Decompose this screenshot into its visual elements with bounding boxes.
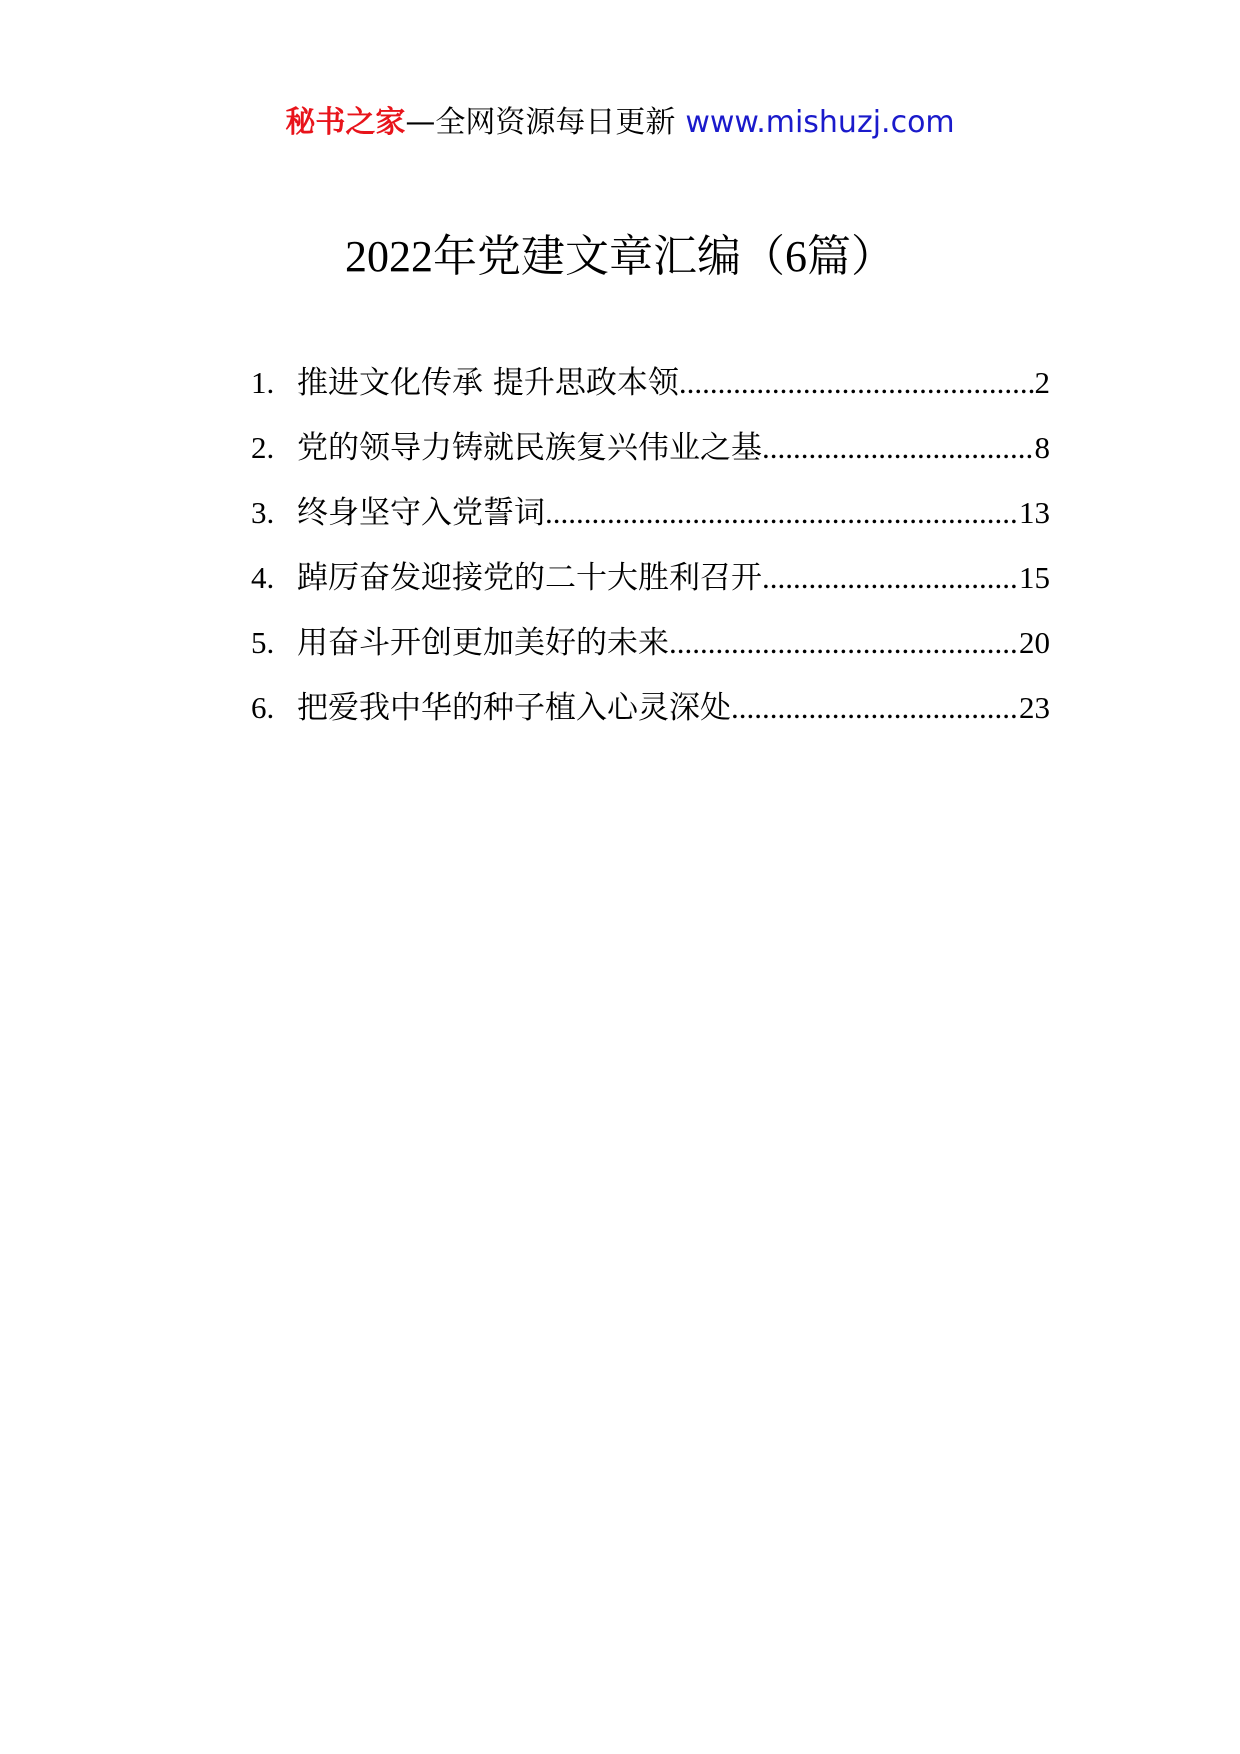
toc-entry[interactable] bbox=[251, 358, 1050, 423]
toc-entry-title: 踔厉奋发迎接党的二十大胜利召开 bbox=[297, 560, 762, 596]
toc-entry-number: 6. bbox=[251, 690, 275, 725]
title-text: 年党建文章汇编（ bbox=[433, 231, 785, 282]
title-count: 6 bbox=[785, 232, 807, 281]
toc-entry-title: 把爱我中华的种子植入心灵深处 bbox=[297, 690, 731, 726]
toc-entry-page: 13 bbox=[1019, 495, 1050, 530]
toc-dot-leader bbox=[731, 683, 1019, 733]
title-suffix: 篇） bbox=[807, 231, 895, 282]
toc-entry-number: 2. bbox=[251, 430, 275, 465]
toc-entry-title: 终身坚守入党誓词 bbox=[297, 495, 545, 531]
toc-entry-title: 用奋斗开创更加美好的未来 bbox=[297, 625, 669, 661]
site-url-link[interactable]: www.mishuzj.com bbox=[685, 105, 955, 140]
toc-entry-page: 2 bbox=[1034, 365, 1050, 400]
site-header bbox=[0, 98, 1240, 148]
toc-entry-number: 1. bbox=[251, 365, 275, 400]
document-title bbox=[0, 222, 1240, 292]
toc-entry-page: 20 bbox=[1019, 625, 1050, 660]
toc-entry-page: 15 bbox=[1019, 560, 1050, 595]
toc-dot-leader bbox=[679, 358, 1035, 408]
toc-entry-number: 5. bbox=[251, 625, 275, 660]
site-slogan: —全网资源每日更新 bbox=[405, 105, 676, 140]
toc-entry[interactable] bbox=[251, 423, 1050, 488]
toc-dot-leader bbox=[762, 553, 1019, 603]
toc-entry-number: 4. bbox=[251, 560, 275, 595]
title-year: 2022 bbox=[345, 232, 433, 281]
toc-entry[interactable] bbox=[251, 683, 1050, 748]
brand-name: 秘书之家 bbox=[285, 105, 406, 140]
toc-entry[interactable] bbox=[251, 618, 1050, 683]
toc-entry[interactable] bbox=[251, 488, 1050, 553]
toc-entry-page: 23 bbox=[1019, 690, 1050, 725]
table-of-contents bbox=[251, 358, 1050, 748]
toc-entry-title: 推进文化传承 提升思政本领 bbox=[297, 365, 679, 401]
toc-entry-title: 党的领导力铸就民族复兴伟业之基 bbox=[297, 430, 762, 466]
toc-entry-page: 8 bbox=[1034, 430, 1050, 465]
toc-dot-leader bbox=[669, 618, 1019, 668]
toc-entry[interactable] bbox=[251, 553, 1050, 618]
toc-dot-leader bbox=[762, 423, 1035, 473]
toc-dot-leader bbox=[545, 488, 1019, 538]
toc-entry-number: 3. bbox=[251, 495, 275, 530]
